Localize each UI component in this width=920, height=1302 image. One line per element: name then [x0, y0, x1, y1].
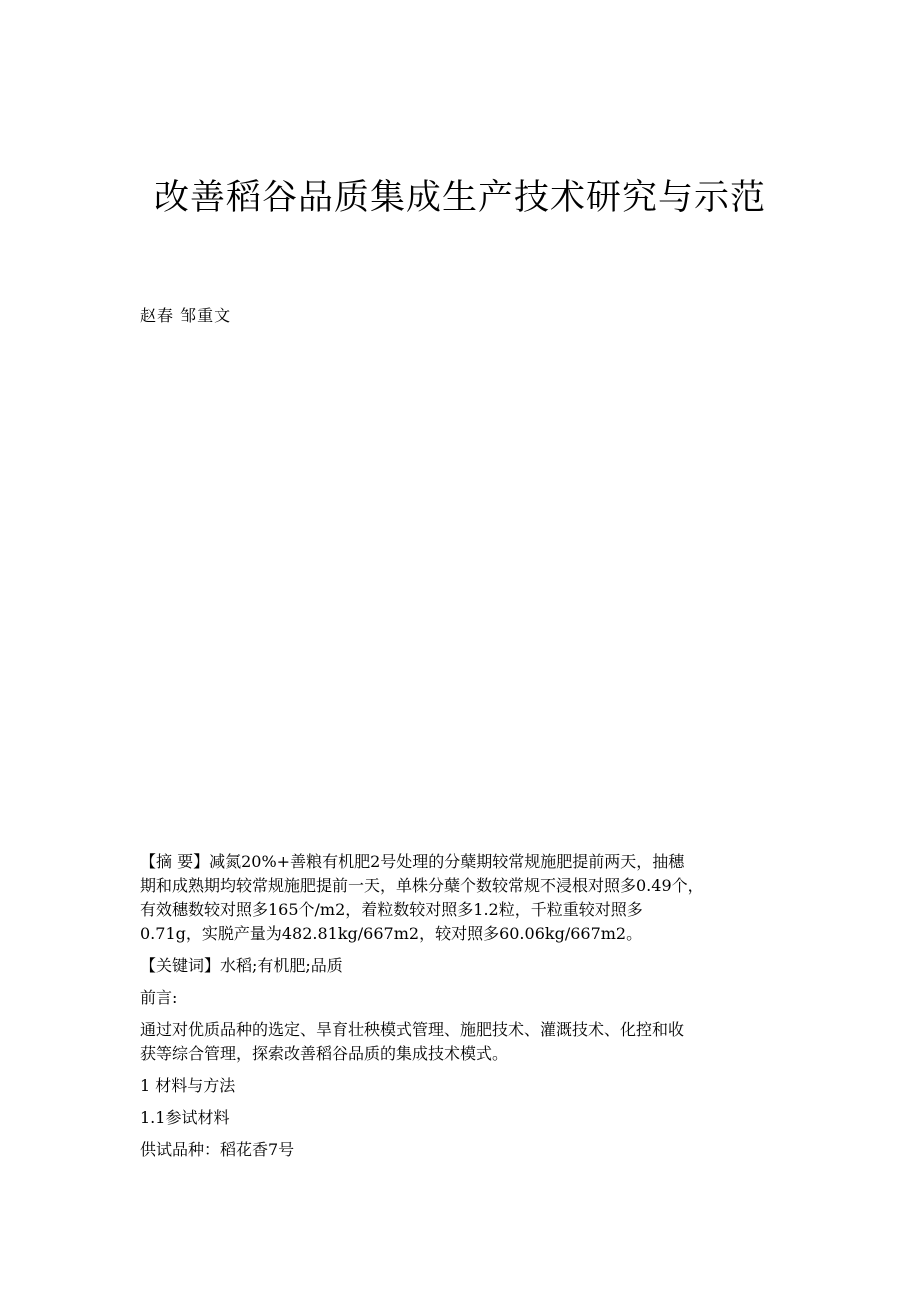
section-heading-1-1: 1.1参试材料	[140, 1108, 230, 1127]
preface-heading: 前言:	[140, 988, 178, 1007]
keywords-text: 水稻;有机肥;品质	[220, 956, 343, 975]
abstract-line-1: 减氮20%+善粮有机肥2号处理的分蘖期较常规施肥提前两天，抽穗	[209, 852, 685, 871]
section-heading-1: 1 材料与方法	[140, 1076, 236, 1095]
abstract-line-3: 有效穗数较对照多165个/m2，着粒数较对照多1.2粒，千粒重较对照多	[140, 900, 643, 919]
keywords-label: 【关键词】	[140, 956, 221, 975]
variety-line: 供试品种：稻花香7号	[140, 1140, 295, 1159]
abstract-label: 【摘 要】	[140, 852, 210, 871]
author-line: 赵春 邹重文	[140, 306, 232, 325]
preface-paragraph	[140, 1018, 790, 1066]
preface-line-2: 获等综合管理，探索改善稻谷品质的集成技术模式。	[140, 1044, 509, 1063]
abstract-paragraph	[140, 850, 790, 946]
preface-line-1: 通过对优质品种的选定、旱育壮秧模式管理、施肥技术、灌溉技术、化控和收	[140, 1020, 685, 1039]
abstract-line-4: 0.71g，实脱产量为482.81kg/667m2，较对照多60.06kg/667m2。	[140, 924, 643, 943]
keywords-line	[140, 954, 790, 978]
document-title: 改善稻谷品质集成生产技术研究与示范	[153, 178, 766, 218]
abstract-line-2: 期和成熟期均较常规施肥提前一天，单株分蘖个数较常规不浸根对照多0.49个，	[140, 876, 704, 895]
